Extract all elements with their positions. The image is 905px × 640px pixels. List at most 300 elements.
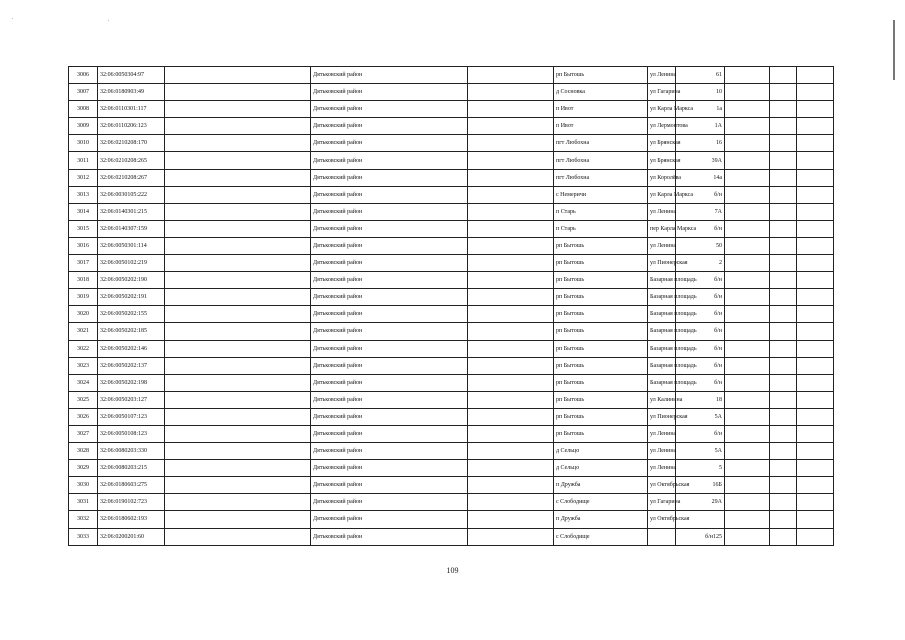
blank-cell [797,511,834,528]
blank-cell [468,528,554,545]
blank-cell [725,135,770,152]
row-number-cell: 3018 [69,272,98,289]
blank-cell [468,340,554,357]
row-number-cell: 3024 [69,374,98,391]
district-cell: Дятьковский район [311,255,468,272]
locality-cell: рп Бытошь [554,425,648,442]
street-cell: ул Ленина [648,203,676,220]
row-number-cell: 3006 [69,67,98,84]
cadastral-number-cell: 32:06:0050202:198 [98,374,165,391]
blank-cell [725,289,770,306]
blank-cell [770,425,797,442]
table-row [69,494,834,511]
street-cell: ул Гагарина [648,84,676,101]
row-number-cell: 3019 [69,289,98,306]
row-number-cell: 3011 [69,152,98,169]
blank-cell [725,494,770,511]
row-number-cell: 3009 [69,118,98,135]
house-number-cell: 5А [676,443,725,460]
cadastral-number-cell: 32:06:0080203:215 [98,460,165,477]
district-cell: Дятьковский район [311,135,468,152]
locality-cell: д Сельцо [554,443,648,460]
blank-cell [468,220,554,237]
blank-cell [165,340,311,357]
table-row [69,323,834,340]
cadastral-number-cell: 32:06:0210208:267 [98,169,165,186]
blank-cell [165,357,311,374]
locality-cell: рп Бытошь [554,408,648,425]
locality-cell: рп Бытошь [554,289,648,306]
blank-cell [770,186,797,203]
blank-cell [770,255,797,272]
blank-cell [468,408,554,425]
blank-cell [165,528,311,545]
district-cell: Дятьковский район [311,84,468,101]
cadastral-number-cell: 32:06:0140301:215 [98,203,165,220]
blank-cell [797,494,834,511]
blank-cell [770,494,797,511]
table-row [69,152,834,169]
blank-cell [770,152,797,169]
blank-cell [165,237,311,254]
house-number-cell: 16 [676,135,725,152]
district-cell: Дятьковский район [311,272,468,289]
blank-cell [468,84,554,101]
blank-cell [165,203,311,220]
house-number-cell: 7А [676,203,725,220]
row-number-cell: 3031 [69,494,98,511]
scan-speck [108,20,109,21]
street-cell: Базарная площадь [648,289,676,306]
district-cell: Дятьковский район [311,408,468,425]
street-cell: Базарная площадь [648,374,676,391]
blank-cell [725,118,770,135]
blank-cell [165,118,311,135]
locality-cell: рп Бытошь [554,306,648,323]
blank-cell [797,84,834,101]
blank-cell [797,255,834,272]
blank-cell [725,528,770,545]
blank-cell [725,408,770,425]
row-number-cell: 3014 [69,203,98,220]
house-number-cell: б/н125 [676,528,725,545]
blank-cell [725,220,770,237]
table-row [69,203,834,220]
table-row [69,135,834,152]
street-cell: ул Пионерская [648,408,676,425]
blank-cell [468,67,554,84]
blank-cell [165,391,311,408]
street-cell: ул Лермонтова [648,118,676,135]
street-cell: Базарная площадь [648,357,676,374]
blank-cell [165,255,311,272]
street-cell: ул Гагарина [648,494,676,511]
blank-cell [797,408,834,425]
locality-cell: п Ивот [554,101,648,118]
house-number-cell: б/н [676,306,725,323]
blank-cell [770,477,797,494]
row-number-cell: 3015 [69,220,98,237]
table-row [69,443,834,460]
blank-cell [725,374,770,391]
blank-cell [165,425,311,442]
blank-cell [725,306,770,323]
table-row [69,374,834,391]
blank-cell [725,67,770,84]
cadastral-number-cell: 32:06:0050304:97 [98,67,165,84]
blank-cell [725,84,770,101]
locality-cell: рп Бытошь [554,237,648,254]
blank-cell [165,135,311,152]
house-number-cell: 1А [676,118,725,135]
house-number-cell: б/н [676,272,725,289]
house-number-cell: б/н [676,357,725,374]
row-number-cell: 3016 [69,237,98,254]
street-cell [648,528,676,545]
locality-cell: с Слободище [554,494,648,511]
cadastral-number-cell: 32:06:0080203:330 [98,443,165,460]
blank-cell [725,203,770,220]
blank-cell [468,169,554,186]
blank-cell [165,272,311,289]
blank-cell [797,272,834,289]
street-cell: ул Пионерская [648,255,676,272]
street-cell: ул Королёва [648,169,676,186]
district-cell: Дятьковский район [311,152,468,169]
street-cell: Базарная площадь [648,323,676,340]
blank-cell [468,135,554,152]
blank-cell [165,443,311,460]
blank-cell [468,323,554,340]
locality-cell: с Немеричи [554,186,648,203]
blank-cell [797,340,834,357]
row-number-cell: 3033 [69,528,98,545]
district-cell: Дятьковский район [311,357,468,374]
cadastral-number-cell: 32:06:0050202:146 [98,340,165,357]
blank-cell [770,169,797,186]
table-row [69,186,834,203]
blank-cell [468,255,554,272]
table-row [69,169,834,186]
table-row [69,477,834,494]
street-cell: пер Карла Маркса [648,220,676,237]
blank-cell [797,186,834,203]
blank-cell [468,425,554,442]
cadastral-number-cell: 32:06:0180603:275 [98,477,165,494]
house-number-cell: б/н [676,289,725,306]
cadastral-number-cell: 32:06:0200201:60 [98,528,165,545]
cadastral-number-cell: 32:06:0050108:123 [98,425,165,442]
locality-cell: п Ивот [554,118,648,135]
locality-cell: рп Бытошь [554,323,648,340]
cadastral-number-cell: 32:06:0140307:159 [98,220,165,237]
cadastral-number-cell: 32:06:0050202:185 [98,323,165,340]
row-number-cell: 3020 [69,306,98,323]
table-row [69,511,834,528]
blank-cell [797,357,834,374]
row-number-cell: 3027 [69,425,98,442]
blank-cell [770,67,797,84]
blank-cell [770,135,797,152]
blank-cell [468,374,554,391]
blank-cell [725,255,770,272]
house-number-cell: б/н [676,186,725,203]
table-row [69,272,834,289]
blank-cell [770,357,797,374]
cadastral-number-cell: 32:06:0050202:191 [98,289,165,306]
locality-cell: рп Бытошь [554,357,648,374]
blank-cell [725,391,770,408]
house-number-cell: 16Б [676,477,725,494]
house-number-cell: 1а [676,101,725,118]
street-cell: ул Октябрьская [648,511,676,528]
district-cell: Дятьковский район [311,391,468,408]
blank-cell [165,289,311,306]
house-number-cell: 14а [676,169,725,186]
blank-cell [797,323,834,340]
blank-cell [797,220,834,237]
cadastral-number-cell: 32:06:0110206:123 [98,118,165,135]
cadastral-number-cell: 32:06:0180602:193 [98,511,165,528]
house-number-cell: 5А [676,408,725,425]
blank-cell [725,186,770,203]
cadastral-number-cell: 32:06:0050107:123 [98,408,165,425]
registry-table-body [69,67,834,546]
page-number: 109 [446,566,459,575]
blank-cell [725,460,770,477]
blank-cell [165,477,311,494]
blank-cell [770,306,797,323]
row-number-cell: 3007 [69,84,98,101]
table-row [69,67,834,84]
blank-cell [468,443,554,460]
locality-cell: п Дружба [554,511,648,528]
district-cell: Дятьковский район [311,494,468,511]
house-number-cell: б/н [676,374,725,391]
blank-cell [770,340,797,357]
blank-cell [770,374,797,391]
cadastral-number-cell: 32:06:0210208:265 [98,152,165,169]
locality-cell: пгт Любохна [554,169,648,186]
blank-cell [468,289,554,306]
blank-cell [468,477,554,494]
district-cell: Дятьковский район [311,237,468,254]
street-cell: ул Ленина [648,425,676,442]
house-number-cell: б/н [676,340,725,357]
blank-cell [725,511,770,528]
row-number-cell: 3010 [69,135,98,152]
row-number-cell: 3013 [69,186,98,203]
blank-cell [770,272,797,289]
house-number-cell: 5 [676,460,725,477]
locality-cell: рп Бытошь [554,340,648,357]
blank-cell [725,323,770,340]
row-number-cell: 3026 [69,408,98,425]
blank-cell [797,135,834,152]
row-number-cell: 3023 [69,357,98,374]
blank-cell [468,237,554,254]
district-cell: Дятьковский район [311,67,468,84]
blank-cell [797,152,834,169]
blank-cell [797,203,834,220]
row-number-cell: 3008 [69,101,98,118]
blank-cell [165,460,311,477]
blank-cell [165,323,311,340]
street-cell: ул Ленина [648,443,676,460]
row-number-cell: 3021 [69,323,98,340]
blank-cell [468,511,554,528]
cadastral-number-cell: 32:06:0050301:114 [98,237,165,254]
blank-cell [468,118,554,135]
blank-cell [468,391,554,408]
blank-cell [165,511,311,528]
blank-cell [770,289,797,306]
locality-cell: рп Бытошь [554,374,648,391]
locality-cell: рп Бытошь [554,391,648,408]
property-registry-table [68,66,834,546]
blank-cell [797,67,834,84]
locality-cell: д Сосновка [554,84,648,101]
blank-cell [770,511,797,528]
blank-cell [725,340,770,357]
cadastral-number-cell: 32:06:0210208:170 [98,135,165,152]
cadastral-number-cell: 32:06:0050202:155 [98,306,165,323]
street-cell: ул Ленина [648,237,676,254]
house-number-cell: 29А [676,494,725,511]
cadastral-number-cell: 32:06:0180903:49 [98,84,165,101]
blank-cell [797,460,834,477]
table-row [69,340,834,357]
street-cell: Базарная площадь [648,306,676,323]
district-cell: Дятьковский район [311,511,468,528]
house-number-cell: 10 [676,84,725,101]
district-cell: Дятьковский район [311,289,468,306]
blank-cell [165,67,311,84]
blank-cell [770,443,797,460]
row-number-cell: 3028 [69,443,98,460]
blank-cell [770,118,797,135]
blank-cell [725,169,770,186]
district-cell: Дятьковский район [311,101,468,118]
table-row [69,425,834,442]
blank-cell [165,186,311,203]
table-row [69,255,834,272]
blank-cell [797,289,834,306]
street-cell: ул Ленина [648,67,676,84]
blank-cell [797,306,834,323]
cadastral-number-cell: 32:06:0110301:117 [98,101,165,118]
street-cell: Базарная площадь [648,340,676,357]
blank-cell [797,477,834,494]
cadastral-number-cell: 32:06:0190102:723 [98,494,165,511]
blank-cell [468,460,554,477]
district-cell: Дятьковский район [311,477,468,494]
street-cell: Базарная площадь [648,272,676,289]
cadastral-number-cell: 32:06:0050203:127 [98,391,165,408]
locality-cell: рп Бытошь [554,67,648,84]
blank-cell [468,272,554,289]
blank-cell [165,152,311,169]
blank-cell [165,494,311,511]
blank-cell [165,169,311,186]
blank-cell [770,220,797,237]
street-cell: ул Брянская [648,135,676,152]
page-edge-mark [893,20,895,80]
district-cell: Дятьковский район [311,340,468,357]
street-cell: ул Ленина [648,460,676,477]
district-cell: Дятьковский район [311,169,468,186]
district-cell: Дятьковский район [311,374,468,391]
row-number-cell: 3022 [69,340,98,357]
district-cell: Дятьковский район [311,323,468,340]
blank-cell [797,101,834,118]
house-number-cell: б/н [676,425,725,442]
blank-cell [165,408,311,425]
blank-cell [165,220,311,237]
row-number-cell: 3029 [69,460,98,477]
locality-cell: рп Бытошь [554,255,648,272]
row-number-cell: 3012 [69,169,98,186]
blank-cell [165,374,311,391]
blank-cell [725,425,770,442]
cadastral-number-cell: 32:06:0030105:222 [98,186,165,203]
row-number-cell: 3017 [69,255,98,272]
blank-cell [797,118,834,135]
table-row [69,289,834,306]
table-row [69,391,834,408]
street-cell: ул Октябрьская [648,477,676,494]
blank-cell [770,203,797,220]
blank-cell [468,203,554,220]
blank-cell [725,101,770,118]
table-row [69,357,834,374]
blank-cell [468,186,554,203]
blank-cell [797,443,834,460]
blank-cell [797,425,834,442]
locality-cell: п Дружба [554,477,648,494]
table-row [69,460,834,477]
blank-cell [165,84,311,101]
table-row [69,237,834,254]
locality-cell: п Старь [554,203,648,220]
blank-cell [797,374,834,391]
house-number-cell: б/н [676,323,725,340]
blank-cell [725,272,770,289]
cadastral-number-cell: 32:06:0050202:137 [98,357,165,374]
house-number-cell: 50 [676,237,725,254]
blank-cell [770,323,797,340]
district-cell: Дятьковский район [311,203,468,220]
row-number-cell: 3025 [69,391,98,408]
blank-cell [468,306,554,323]
district-cell: Дятьковский район [311,220,468,237]
locality-cell: с Слободище [554,528,648,545]
district-cell: Дятьковский район [311,306,468,323]
blank-cell [468,494,554,511]
locality-cell: пгт Любохна [554,135,648,152]
cadastral-number-cell: 32:06:0050202:190 [98,272,165,289]
house-number-cell: 2 [676,255,725,272]
blank-cell [770,528,797,545]
table-row [69,220,834,237]
table-row [69,528,834,545]
table-row [69,408,834,425]
blank-cell [770,408,797,425]
table-row [69,118,834,135]
scan-speck [12,18,13,19]
blank-cell [468,152,554,169]
house-number-cell: 39А [676,152,725,169]
